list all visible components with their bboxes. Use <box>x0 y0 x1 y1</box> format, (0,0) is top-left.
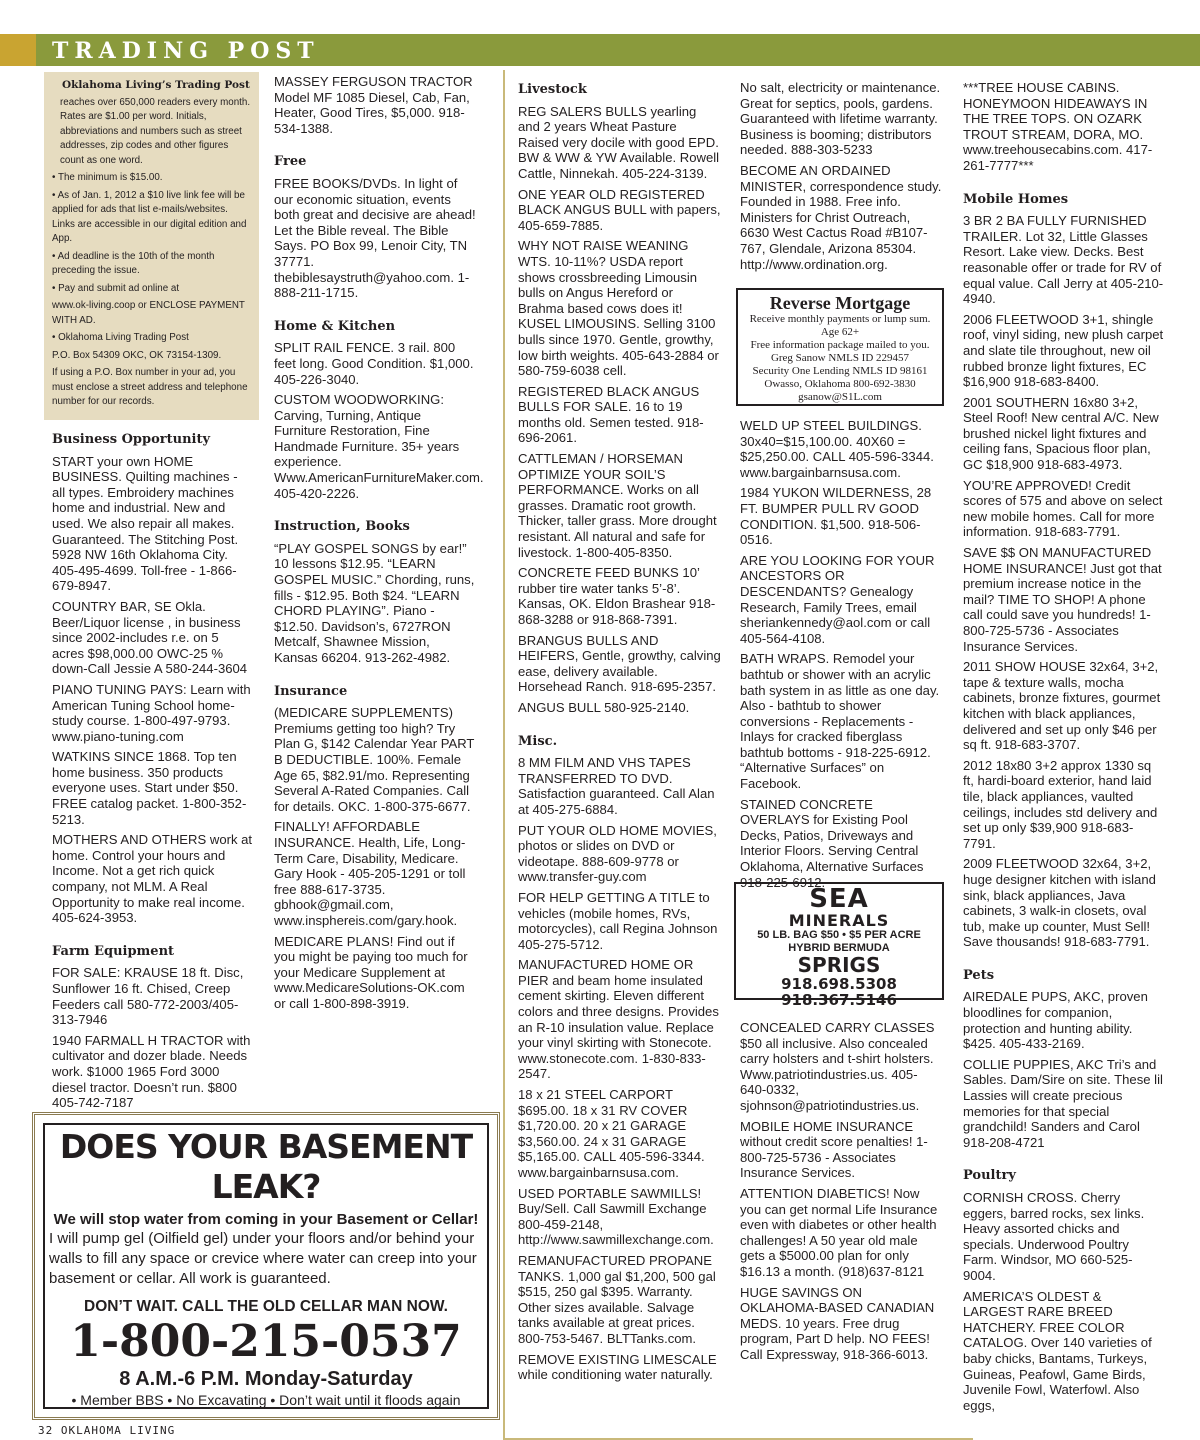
classified-ad: 1940 FARMALL H TRACTOR with cultivator and dozer blade. Needs work. $1000 1965 Ford 3000 diesel tractor. Doesn’t run. $800 405-742-7187 <box>52 1032 251 1111</box>
basement-ad-frame <box>43 1123 489 1409</box>
classified-ad: YOU’RE APPROVED! Credit scores of 575 and above on select new mobile homes. Call for more information. 918-683-7791. <box>963 477 1163 540</box>
section-heading: Insurance <box>274 683 348 699</box>
info-box <box>44 72 259 420</box>
info-bullet: P.O. Box 54309 OKC, OK 73154-1309. <box>52 349 222 361</box>
classified-ad: REMOVE EXISTING LIMESCALE while conditioning water naturally. <box>518 1351 717 1383</box>
classified-ad: CATTLEMAN / HORSEMAN OPTIMIZE YOUR SOIL’S PERFORMANCE. Works on all grasses. Dramatic root growth. Thicker, taller grass. More drought resistant. All natural and safe for livestock. 1-800-405-8350. <box>518 451 717 560</box>
classified-ad: 18 x 21 STEEL CARPORT $695.00. 18 x 31 RV COVER $1,720.00. 20 x 21 GARAGE $3,560.00. 24 x 31 GARAGE $5,165.00. CALL 405-596-3344. www.bargainbarnsusa.com. <box>518 1087 705 1180</box>
classified-ad: STAINED CONCRETE OVERLAYS for Existing Pool Decks, Patios, Driveways and Interior Floors. Serving Central Oklahoma, Alternative Surfaces 918-225-6912. <box>740 796 924 890</box>
classified-ad: HUGE SAVINGS ON OKLAHOMA-BASED CANADIAN MEDS. 10 years. Free drug program, Part D help. NO FEES! Call Expressway, 918-366-6013. <box>740 1284 935 1362</box>
basement-subhead: We will stop water from coming in your Basement or Cellar! <box>53 1211 479 1228</box>
classified-ad: MANUFACTURED HOME OR PIER and beam home insulated cement skirting. Eleven different colors and three designs. Provides an R-10 insulation value. Replace your vinyl skirting with Stonecote. www.stonecote.com. 1-830-833-2547. <box>518 957 719 1082</box>
classified-ad: ARE YOU LOOKING FOR YOUR ANCESTORS OR DESCENDANTS? Genealogy Research, Family Trees, email sheriankennedy@aol.com or call 405-564-4108. <box>740 552 935 646</box>
classified-ad: “PLAY GOSPEL SONGS by ear!” 10 lessons $12.95. “LEARN GOSPEL MUSIC.” Chording, runs, fills - $12.95. Both $24. “LEARN CHORD PLAYING”. Piano - $12.50. Davidson’s, 6727RON Metcalf, Shawnee Mission, Kansas 66204. 913-262-4982. <box>274 540 475 665</box>
reverse-line: Receive monthly payments or lump sum. <box>749 313 931 325</box>
classified-ad: SPLIT RAIL FENCE. 3 rail. 800 feet long. Good Condition. $1,000. 405-226-3040. <box>274 340 474 387</box>
column-divider <box>503 70 505 1440</box>
sea-phone: 918.367.5146 <box>781 991 897 1009</box>
classified-ad: FOR SALE: KRAUSE 18 ft. Disc, Sunflower 16 ft. Chised, Creep Feeders call 580-772-2003/405-313-7946 <box>52 965 244 1028</box>
classified-ad: ATTENTION DIABETICS! Now you can get normal Life Insurance even with diabetes or other health challenges! A 50 year old male gets a $5000.00 plan for only $16.13 a month. (918)637-8121 <box>740 1185 938 1279</box>
classified-ad: MOTHERS AND OTHERS work at home. Control your hours and Income. Not a get rich quick company, not MLM. A Real Opportunity to make real income. 405-624-3953. <box>52 832 253 926</box>
classified-ad: COUNTRY BAR, SE Okla. Beer/Liquor license , in business since 2002-includes r.e. on 5 acres $98,000.00 OWC-25 % down-Call Jessie A 580-244-3604 <box>52 598 248 677</box>
classified-ad: AIREDALE PUPS, AKC, proven bloodlines for companion, protection and hunting ability. $425. 405-433-2169. <box>963 989 1148 1052</box>
section-heading: Poultry <box>963 1168 1016 1184</box>
classified-ad: 2001 SOUTHERN 16x80 3+2, Steel Roof! New central A/C. New brushed nickel light fixtures and ceiling fans, Spacious floor plan, GC $18,900 918-683-4973. <box>963 394 1159 473</box>
reverse-line: Security One Lending NMLS ID 98161 <box>752 365 928 377</box>
sea-price: 50 LB. BAG $50 • $5 PER ACRE <box>757 929 921 941</box>
info-bullet: • Pay and submit ad online at <box>52 282 180 294</box>
classified-ad: PUT YOUR OLD HOME MOVIES, photos or slides on DVD or videotape. 888-609-9778 or www.transfer-guy.com <box>518 822 717 885</box>
reverse-line: Owasso, Oklahoma 800-692-3830 <box>764 378 916 390</box>
classified-ad: ONE YEAR OLD REGISTERED BLACK ANGUS BULL with papers, 405-659-7885. <box>518 186 721 233</box>
basement-hours: 8 A.M.-6 P.M. Monday-Saturday <box>119 1368 413 1390</box>
classified-ad: REMANUFACTURED PROPANE TANKS. 1,000 gal $1,200, 500 gal $515, 250 gal $395. Warranty. Other sizes available. Salvage tanks available at great prices. 800-753-5467. BLTTanks.com. <box>518 1252 716 1346</box>
classified-ad: (MEDICARE SUPPLEMENTS) Premiums getting too high? Try Plan G, $142 Calendar Year PART B DEDUCTIBLE. 100%. Female Age 65, $82.91/mo. Representing Several A-Rated Companies. Call for details. OKC. 1-800-375-6677. <box>274 705 475 814</box>
classified-ad: CONCRETE FEED BUNKS 10’ rubber tire water tanks 5’-8’. Kansas, OK. Eldon Brashear 918-868-3288 or 918-868-7391. <box>518 565 716 627</box>
classified-ad: 2011 SHOW HOUSE 32x64, 3+2, tape & texture walls, mocha cabinets, bronze fixtures, gourmet kitchen with black appliances, delivered and set up only $46 per sq ft. 918-683-3707. <box>963 659 1161 753</box>
column-3 <box>518 74 721 1388</box>
section-heading: Misc. <box>518 733 558 749</box>
classified-ad: START your own HOME BUSINESS. Quilting machines - all types. Embroidery machines home and industrial. New and used. We also repair all makes. Guaranteed. The Stitching Post. 5928 NW 16th Oklahoma City. 405-495-4699. Toll-free - 1-866-679-8947. <box>52 453 239 594</box>
classified-ad: SAVE $$ ON MANUFACTURED HOME INSURANCE! Just got that premium increase notice in the mail? TIME TO SHOP! A phone call could save you hundreds! 1-800-725-5736 - Associates Insurance Services. <box>963 545 1162 654</box>
classified-ad: 2012 18x80 3+2 approx 1330 sq ft, hardi-board exterior, hand laid tile, black appliances, vaulted ceilings, includes std delivery and set up only $39,900 918-683-7791. <box>963 757 1158 851</box>
column-1 <box>52 424 254 1116</box>
classified-ad: MASSEY FERGUSON TRACTOR Model MF 1085 Diesel, Cab, Fan, Heater, Good Tires, $5,000. 918-534-1388. <box>274 74 473 136</box>
classified-ad: 8 MM FILM AND VHS TAPES TRANSFERRED TO DVD. Satisfaction guaranteed. Call Alan at 405-275-6884. <box>518 755 715 817</box>
column-4-bottom <box>740 1020 943 1367</box>
classified-ad: BECOME AN ORDAINED MINISTER, correspondence study. Founded in 1988. Free info. Ministers for Christ Outreach, 6630 West Cactus Road #B107-767, Glendale, Arizona 85304. http://www.ordination.org. <box>740 162 942 272</box>
column-5 <box>963 80 1165 1418</box>
reverse-title: Reverse Mortgage <box>769 293 911 313</box>
section-heading: Farm Equipment <box>52 943 175 959</box>
classified-ad: FOR HELP GETTING A TITLE to vehicles (mobile homes, RVs, motorcycles), call Regina Johnson 405-275-5712. <box>518 889 718 952</box>
classified-ad: CORNISH CROSS. Cherry eggers, barred rocks, sex links. Heavy assorted chicks and specials. Underwood Poultry Farm. Windsor, MO 660-525-9004. <box>963 1190 1145 1283</box>
column-4-top <box>740 80 943 277</box>
sea-title: SEA <box>809 884 869 914</box>
classified-ad: BRANGUS BULLS AND HEIFERS, Gentle, growthy, calving ease, delivery available. Horsehead Ranch. 918-695-2357. <box>518 632 721 695</box>
section-heading: Mobile Homes <box>963 191 1069 207</box>
classified-ad: CUSTOM WOODWORKING: Carving, Turning, Antique Furniture Restoration, Fine Handmade Furniture. 35+ years experience. Www.AmericanFurnitureMaker.com. 405-420-2226. <box>274 392 484 501</box>
classified-ad: MOBILE HOME INSURANCE without credit score penalties! 1-800-725-5736 - Associates Insurance Services. <box>740 1118 928 1181</box>
classified-ad: WATKINS SINCE 1868. Top ten home business. 350 products everyone uses. Start under $50. FREE catalog packet. 1-800-352-5213. <box>52 749 247 827</box>
classified-ad: BATH WRAPS. Remodel your bathtub or shower with an acrylic bath system in as little as one day. Also - bathtub to shower conversions - Replacements - Inlays for cracked fiberglass bathtub bottoms - 918-225-6912. “Alternative Surfaces” on Facebook. <box>740 651 940 792</box>
basement-headline: DOES YOUR BASEMENT LEAK? <box>59 1127 473 1206</box>
info-bullet: If using a P.O. Box number in your ad, you must enclose a street address and telephone number for our records. <box>52 367 248 407</box>
basement-body: I will pump gel (Oilfield gel) under your floors and/or behind your walls to fill any space or crevice where water can creep into your basement or cellar. All work is guaranteed. <box>49 1230 477 1287</box>
classified-ad: PIANO TUNING PAYS: Learn with American Tuning School home-study course. 1-800-497-9793. www.piano-tuning.com <box>52 681 251 744</box>
classified-ad: FREE BOOKS/DVDs. In light of our economic situation, events both great and decisive are ahead! Let the Bible reveal. The Bible Says. PO Box 99, Lenoir City, TN 37771. thebiblesaystruth@yahoo.com. 1-888-211-1715. <box>274 175 476 301</box>
column-4-mid <box>740 418 943 895</box>
classified-ad: 2006 FLEETWOOD 3+1, shingle roof, vinyl siding, new plush carpet and slate tile throughout, new oil rubbed bronze light fixtures, EC $16,900 918-683-8400. <box>963 311 1164 390</box>
reverse-line: Free information package mailed to you. <box>750 339 930 351</box>
reverse-mortgage-ad <box>736 288 944 406</box>
classified-ad: ANGUS BULL 580-925-2140. <box>518 699 690 715</box>
reverse-line: Greg Sanow NMLS ID 229457 <box>770 352 910 364</box>
classified-ad: WHY NOT RAISE WEANING WTS. 10-11%? USDA report shows crossbreeding Limousin bulls on Angus Hereford or Brahma based cows does it! KUSEL LIMOUSINS. Selling 3100 bulls since 1970. Gentle, growthy, low birth weights. 405-643-2884 or 580-759-6038 cell. <box>518 238 719 379</box>
classified-ad: REGISTERED BLACK ANGUS BULLS FOR SALE. 16 to 19 months old. Semen tested. 918-696-2061. <box>518 383 704 446</box>
classified-ad: 1984 YUKON WILDERNESS, 28 FT. BUMPER PULL RV GOOD CONDITION. $1,500. 918-506-0516. <box>740 485 932 548</box>
info-intro: reaches over 650,000 readers every month. Rates are $1.00 per word. Initials, abbreviations and numbers such as street addresses, zip codes and other figures count as one word. <box>60 96 251 166</box>
classified-ad: 3 BR 2 BA FULLY FURNISHED TRAILER. Lot 32, Little Glasses Resort. Lake view. Decks. Best reasonable offer or trade for RV of equal value. Call Jerry at 405-210-4940. <box>963 213 1164 307</box>
basement-ad <box>32 1112 500 1420</box>
classified-ad: WELD UP STEEL BUILDINGS. 30x40=$15,100.00. 40X60 = $25,250.00. CALL 405-596-3344. www.bargainbarnsusa.com. <box>740 418 934 480</box>
basement-footer: • Member BBS • No Excavating • Don’t wait until it floods again <box>71 1392 461 1408</box>
basement-cta: DON’T WAIT. CALL THE OLD CELLAR MAN NOW. <box>84 1298 448 1315</box>
info-bullet: www.ok-living.coop or ENCLOSE PAYMENT WITH AD. <box>52 300 245 326</box>
classified-ad: REG SALERS BULLS yearling and 2 years Wheat Pasture Raised very docile with good EPD. BW & WW & YW Available. Rowell Cattle, Ninnekah. 405-224-3139. <box>518 103 720 181</box>
page-title: TRADING POST <box>52 38 320 64</box>
column-2 <box>274 74 484 1016</box>
info-bullet: • As of Jan. 1, 2012 a $10 live link fee will be applied for ads that list e-mails/websites. Links are accessible in our digital edition and App. <box>52 189 247 244</box>
reverse-line: Age 62+ <box>820 326 860 338</box>
classified-ad: No salt, electricity or maintenance. Great for septics, pools, gardens. Guaranteed with lifetime warranty. Business is booming; distributors needed. 888-303-5233 <box>740 80 941 158</box>
section-heading: Business Opportunity <box>52 432 211 447</box>
section-heading: Livestock <box>518 82 587 97</box>
classified-ad: FINALLY! AFFORDABLE INSURANCE. Health, Life, Long-Term Care, Disability, Medicare. Gary Hook - 405-205-1291 or toll free 888-617-3735. gbhook@gmail.com, www.insphereis.com/gary.hook. <box>274 819 466 928</box>
basement-phone: 1-800-215-0537 <box>70 1316 462 1367</box>
sea-sprigs: SPRIGS <box>797 953 881 977</box>
page-folio: 32 OKLAHOMA LIVING <box>38 1424 176 1437</box>
classified-ad: COLLIE PUPPIES, AKC Tri’s and Sables. Dam/Sire on site. These lil Lassies will create precious memories for that special grandchild! Sanders and Carol 918-208-4721 <box>963 1056 1163 1150</box>
info-bullet: • The minimum is $15.00. <box>52 172 163 183</box>
sea-minerals-ad <box>734 882 944 1009</box>
classified-ad: CONCEALED CARRY CLASSES $50 all inclusive. Also concealed carry holsters and t-shirt holsters. Www.patriotindustries.us. 405-640-0332, sjohnson@patriotindustries.us. <box>740 1020 935 1113</box>
header-accent <box>0 34 36 66</box>
classified-ad: USED PORTABLE SAWMILLS! Buy/Sell. Call Sawmill Exchange 800-459-2148, http://www.sawmillexchange.com. <box>518 1185 714 1248</box>
classified-ad: ***TREE HOUSE CABINS. HONEYMOON HIDEAWAYS IN THE TREE TOPS. ON OZARK TROUT STREAM, DORA, MO. www.treehousecabins.com. 417-261-7777*** <box>963 80 1153 173</box>
section-heading: Instruction, Books <box>274 519 410 535</box>
sea-hybrid: HYBRID BERMUDA <box>788 942 890 954</box>
sea-minerals: MINERALS <box>788 911 890 930</box>
info-bullet: • Ad deadline is the 10th of the month preceding the issue. <box>52 250 215 276</box>
section-heading: Free <box>274 154 307 170</box>
sea-phone: 918.698.5308 <box>781 975 897 993</box>
info-title: Oklahoma Living’s Trading Post <box>62 79 250 91</box>
section-heading: Pets <box>963 967 995 983</box>
classified-ad: AMERICA’S OLDEST & LARGEST RARE BREED HATCHERY. FREE COLOR CATALOG. Over 140 varieties of baby chicks, Bantams, Turkeys, Guineas, Peafowl, Game Birds, Juvenile Fowl, Waterfowl. Also eggs, <box>963 1288 1152 1413</box>
reverse-line: gsanow@S1L.com <box>798 391 882 403</box>
classified-ad: MEDICARE PLANS! Find out if you might be paying too much for your Medicare Supplement at www.MedicareSolutions-OK.com or call 1-800-898-3919. <box>274 933 468 1011</box>
info-bullet: • Oklahoma Living Trading Post <box>52 332 189 343</box>
classified-ad: 2009 FLEETWOOD 32x64, 3+2, huge designer kitchen with island sink, black appliances, Java cabinets, 3 walk-in closets, oval tub, make up counter, Must Sell! Save thousands! 918-683-7791. <box>963 856 1156 950</box>
section-heading: Home & Kitchen <box>274 318 396 334</box>
